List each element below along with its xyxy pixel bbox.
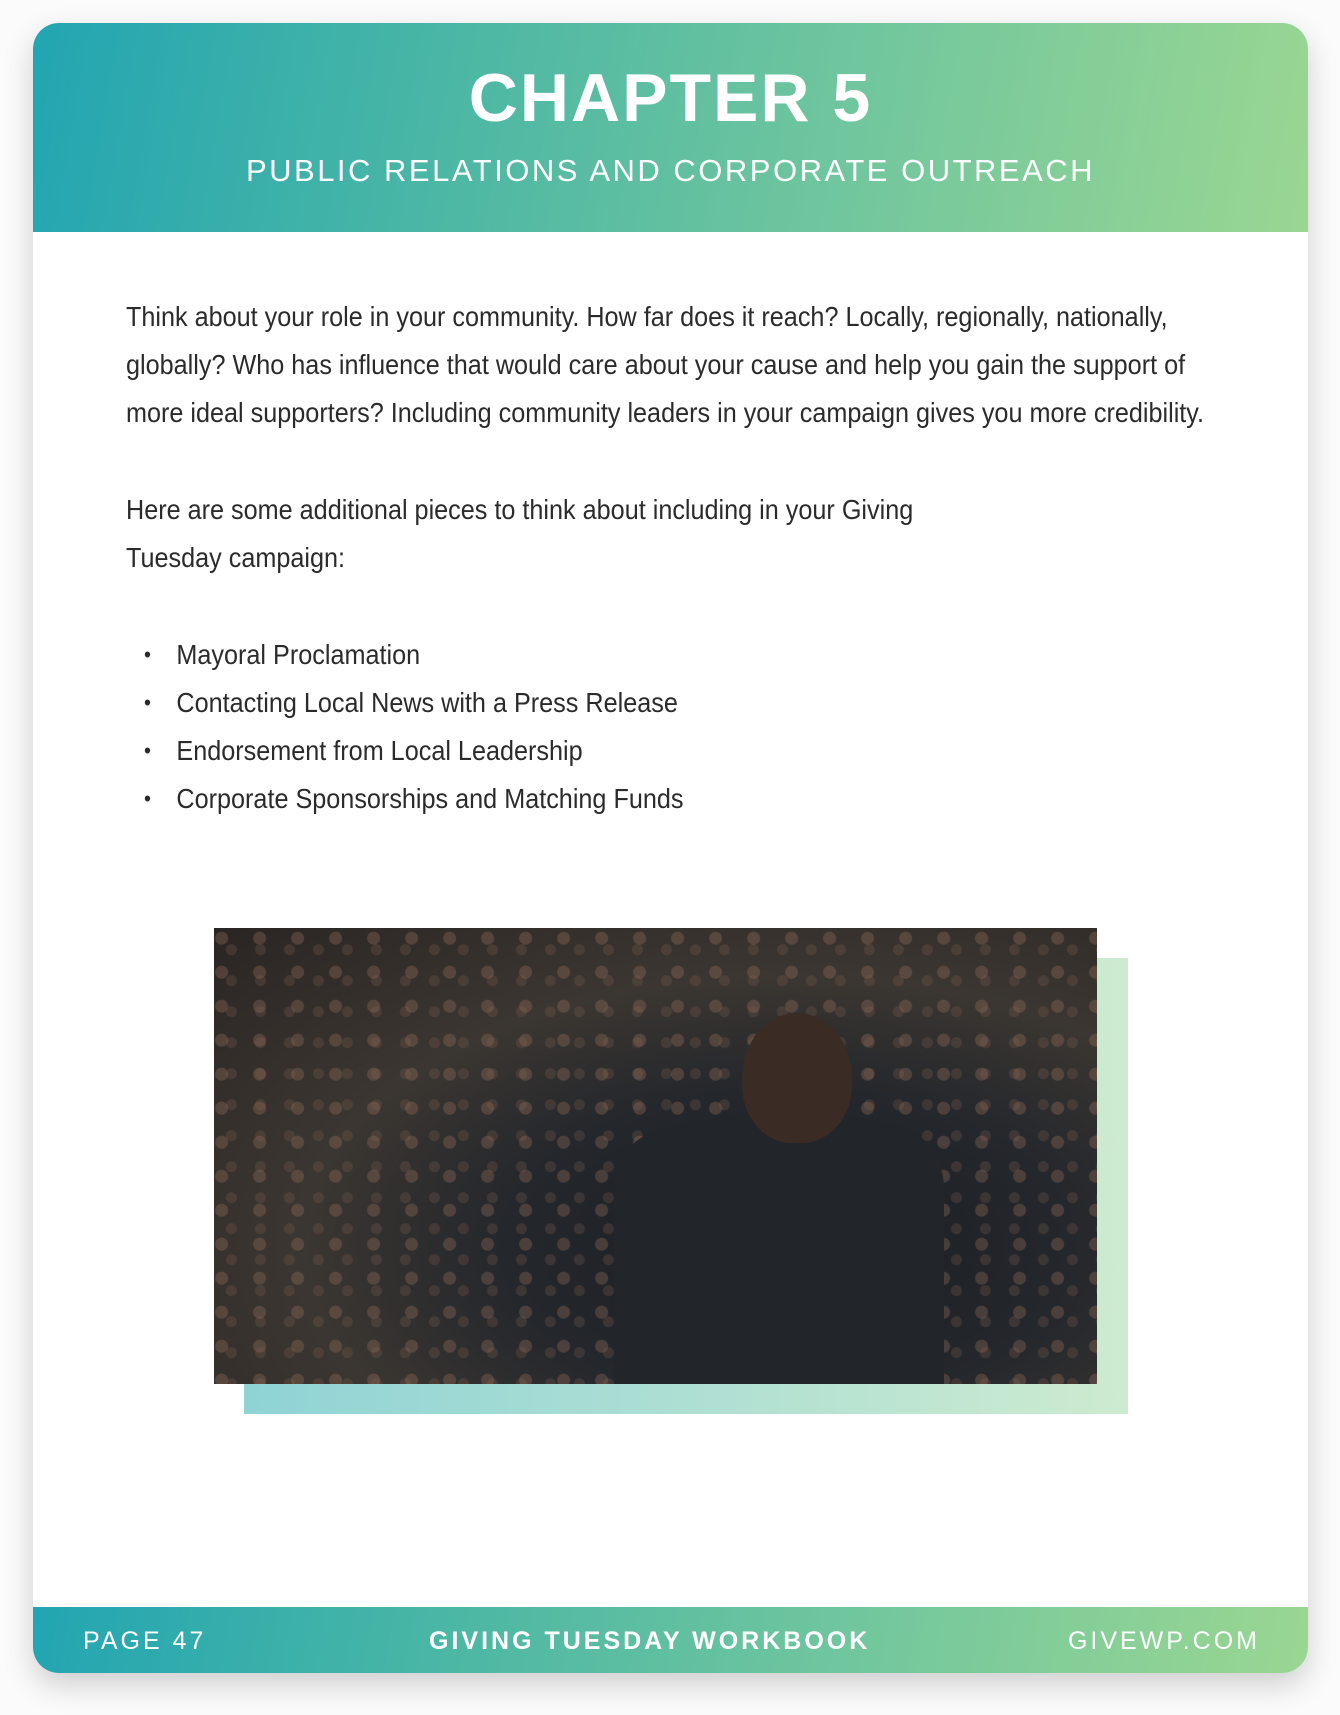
chapter-subtitle: PUBLIC RELATIONS AND CORPORATE OUTREACH [245,153,1096,188]
chapter-title: CHAPTER 5 [468,60,873,136]
speaker-audience-photo [214,928,1097,1384]
bullet-list [126,631,1134,823]
website-link[interactable]: GIVEWP.COM [1067,1627,1260,1655]
chapter-header [33,23,1308,232]
list-item: • Endorsement from Local Leadership [176,727,1134,775]
page-footer [33,1607,1308,1673]
page-number: PAGE 47 [83,1627,207,1655]
list-intro-paragraph: Here are some additional pieces to think about including in your Giving Tuesday campaign: [126,494,914,573]
workbook-title: GIVING TUESDAY WORKBOOK [429,1627,871,1655]
list-item: • Contacting Local News with a Press Release [176,679,1134,727]
workbook-page [33,23,1308,1673]
list-item: • Corporate Sponsorships and Matching Funds [176,775,1134,823]
chapter-body [126,293,1205,823]
list-item: • Mayoral Proclamation [176,631,1134,679]
speaker-head [742,1013,852,1143]
speaker-figure [614,1128,944,1384]
intro-paragraph: Think about your role in your community. How far does it reach? Locally, regionally, nationally, globally? Who has influence that would care about your cause and help you gain the support of more ideal supporters? Including community leaders in your campaign gives you more credibility. [126,301,1205,428]
